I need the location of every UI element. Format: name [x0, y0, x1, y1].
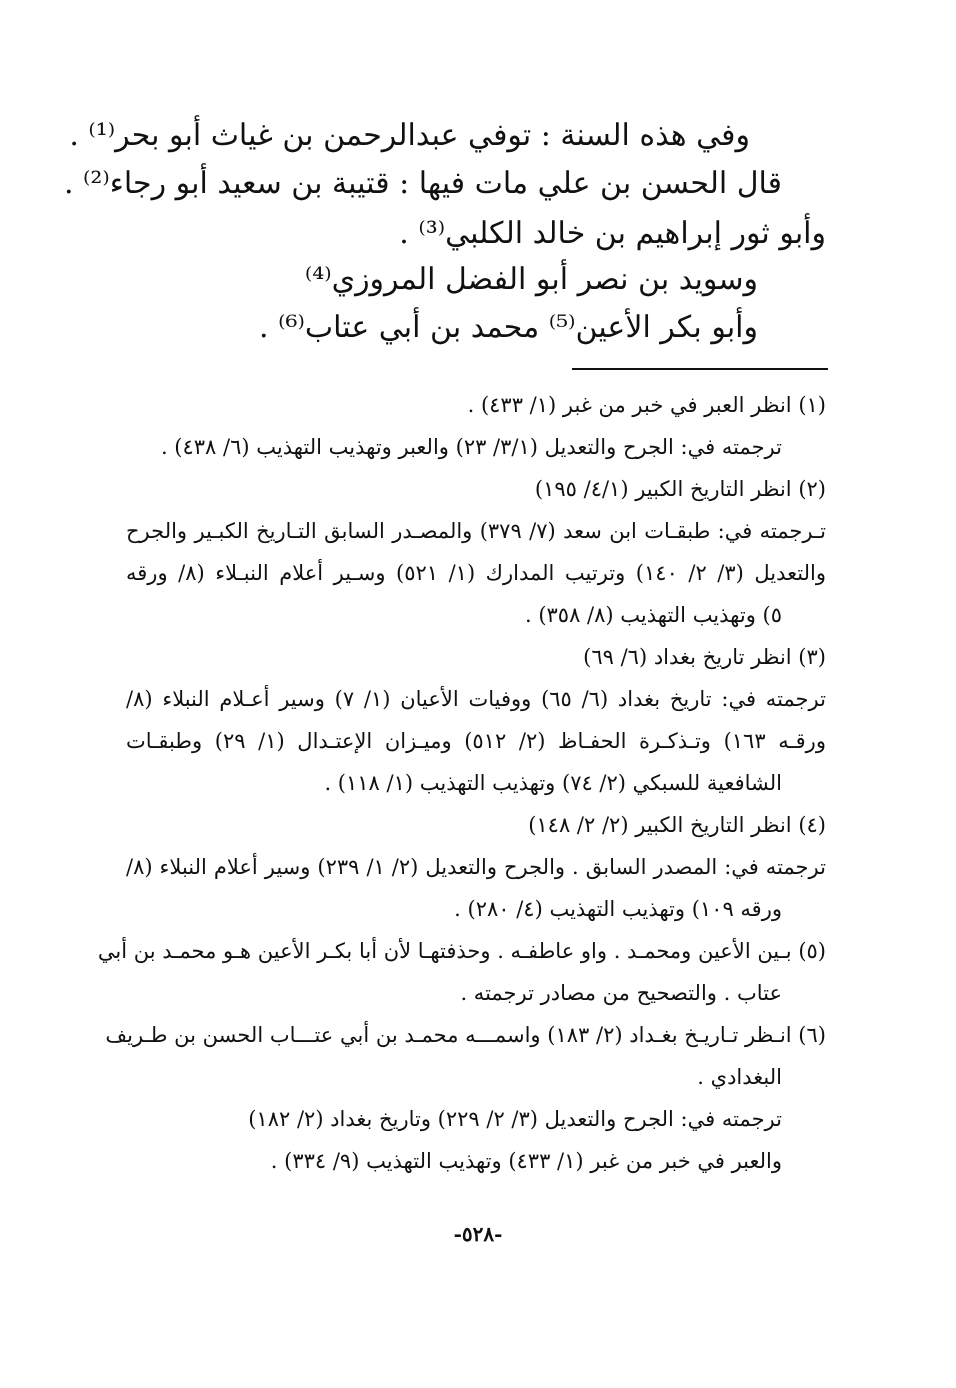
main-text-line-4: وسويد بن نصر أبو الفضل المروزي⁽⁴⁾ [304, 262, 758, 297]
footnote-2-line-1: (٢) انظر التاريخ الكبير (٤/١/ ١٩٥) [534, 477, 826, 501]
footnote-1-line-2: ترجمته في: الجرح والتعديل (٣/١/ ٢٣) والعبر وتهذيب التهذيب (٦/ ٤٣٨) . [160, 435, 782, 459]
page-number: -٥٢٨- [453, 1222, 503, 1246]
footnote-4-line-3: ورقه ١٠٩) وتهذيب التهذيب (٤/ ٢٨٠) . [454, 897, 782, 921]
footnote-6-line-1: (٦) انـظر تـاريـخ بغـداد (٢/ ١٨٣) واسمـــه محمـد بن أبي عتـــاب الحسن بن طـريف [105, 1023, 826, 1047]
footnote-2-line-2: تـرجمته في: طبقـات ابن سعد (٧/ ٣٧٩) والمصـدر السابق التـاريخ الكبـير والجرح [126, 519, 826, 543]
main-text-line-2: قال الحسن بن علي مات فيها : قتيبة بن سعيد أبو رجاء⁽²⁾ . [63, 166, 782, 201]
main-text-line-1: وفي هذه السنة : توفي عبدالرحمن بن غياث أبو بحر⁽¹⁾ . [69, 118, 750, 153]
main-text-line-3: وأبو ثور إبراهيم بن خالد الكلبي⁽³⁾ . [399, 216, 826, 251]
footnote-3-line-1: (٣) انظر تاريخ بغداد (٦/ ٦٩) [583, 645, 826, 669]
footnote-3-line-3: ورقـه ١٦٣) وتـذكـرة الحفـاظ (٢/ ٥١٢) وميـزان الإعتـدال (١/ ٢٩) وطبقـات [126, 729, 826, 753]
footnote-separator [572, 368, 828, 370]
footnote-1-line-1: (١) انظر العبر في خبر من غبر (١/ ٤٣٣) . [467, 393, 826, 417]
footnote-6-line-4: والعبر في خبر من غبر (١/ ٤٣٣) وتهذيب التهذيب (٩/ ٣٣٤) . [270, 1149, 782, 1173]
footnote-3-line-4: الشافعية للسبكي (٢/ ٧٤) وتهذيب التهذيب (١/ ١١٨) . [324, 771, 782, 795]
footnote-5-line-1: (٥) بـين الأعين ومحمـد . واو عاطفـه . وحذفتهـا لأن أبا بكـر الأعين هـو محمـد بن أبي [97, 939, 826, 963]
footnote-4-line-2: ترجمته في: المصدر السابق . والجرح والتعديل (٢/ ١/ ٢٣٩) وسير أعلام النبلاء (٨/ [126, 855, 826, 879]
footnote-2-line-3: والتعديل (٣/ ٢/ ١٤٠) وترتيب المدارك (١/ ٥٢١) وسـير أعلام النبـلاء (٨/ ورقه [126, 561, 827, 585]
footnote-5-line-2: عتاب . والتصحيح من مصادر ترجمته . [460, 981, 782, 1005]
footnote-4-line-1: (٤) انظر التاريخ الكبير (٢/ ٢/ ١٤٨) [528, 813, 826, 837]
footnote-6-line-3: ترجمته في: الجرح والتعديل (٣/ ٢/ ٢٢٩) وتاريخ بغداد (٢/ ١٨٢) [248, 1107, 782, 1131]
footnote-2-line-4: ٥) وتهذيب التهذيب (٨/ ٣٥٨) . [524, 603, 782, 627]
footnote-6-line-2: البغدادي . [697, 1065, 782, 1089]
footnote-3-line-2: ترجمته في: تاريخ بغداد (٦/ ٦٥) ووفيات الأعيان (١/ ٧) وسير أعـلام النبلاء (٨/ [126, 687, 826, 711]
main-text-line-5: وأبو بكر الأعين⁽⁵⁾ محمد بن أبي عتاب⁽⁶⁾ . [259, 310, 758, 345]
